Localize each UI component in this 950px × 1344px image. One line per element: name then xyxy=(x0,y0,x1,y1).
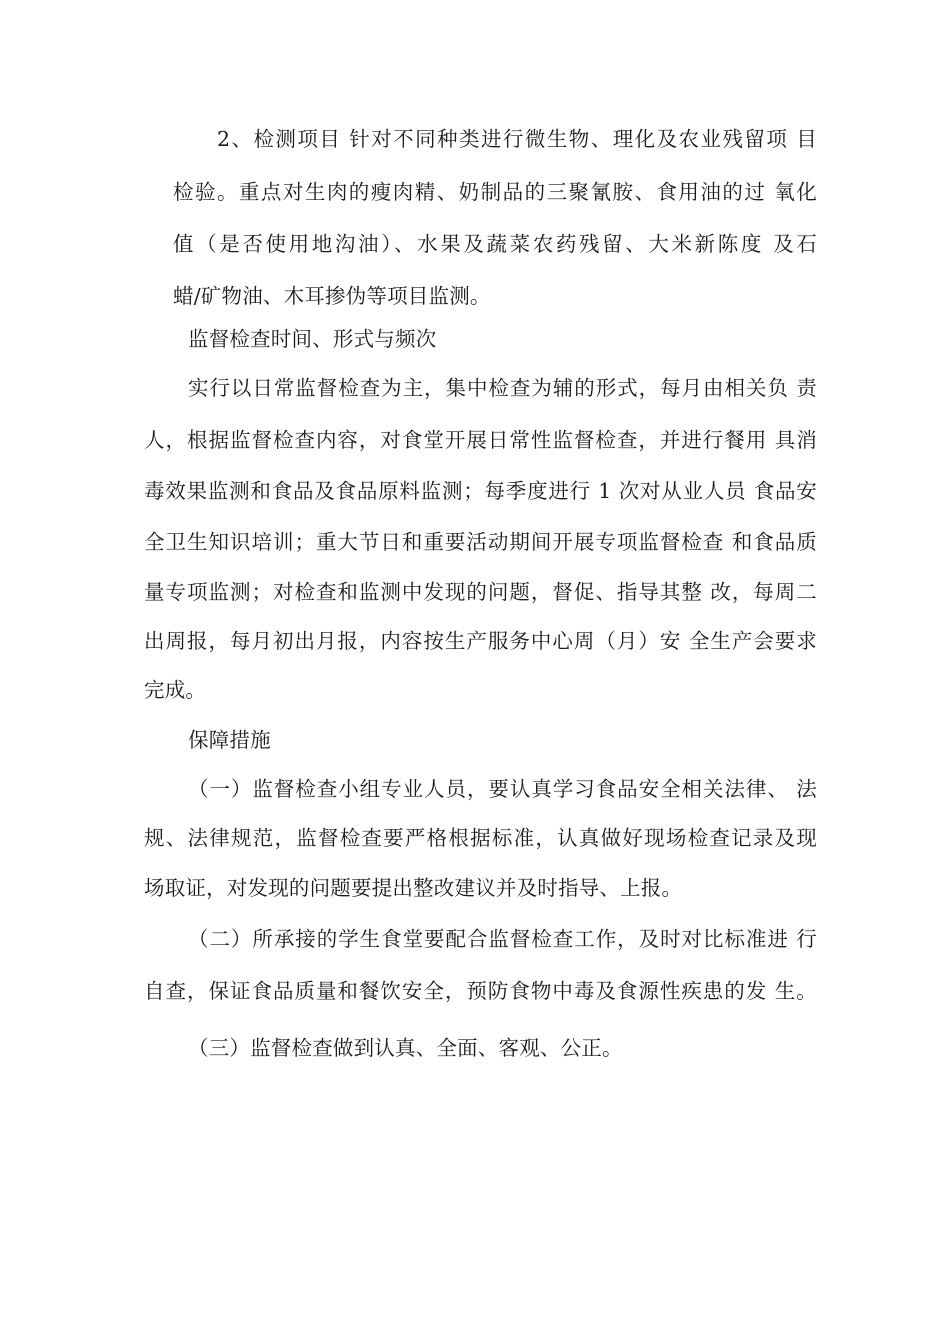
text-line: （一）监督检查小组专业人员，要认真学习食品安全相关法律、 法 xyxy=(188,777,817,801)
text-line: 量专项监测；对检查和监测中发现的问题，督促、指导其整 改，每周二 xyxy=(144,580,817,604)
text-line: 值（是否使用地沟油）、水果及蔬菜农药残留、大米新陈度 及石 xyxy=(173,232,817,256)
text-line: 全卫生知识培训；重大节日和重要活动期间开展专项监督检查 和食品质 xyxy=(144,530,817,554)
text-line: （三）监督检查做到认真、全面、客观、公正。 xyxy=(188,1036,623,1060)
text-line: 实行以日常监督检查为主，集中检查为辅的形式，每月由相关负 责 xyxy=(188,376,817,400)
section-heading: 监督检查时间、形式与频次 xyxy=(188,327,437,351)
text-line: 蜡/矿物油、木耳掺伪等项目监测。 xyxy=(173,284,491,308)
section-heading: 保障措施 xyxy=(188,728,271,752)
text-line: （二）所承接的学生食堂要配合监督检查工作，及时对比标准进 行 xyxy=(188,927,817,951)
text-line: 出周报，每月初出月报，内容按生产服务中心周（月）安 全生产会要求 xyxy=(144,629,817,653)
text-line: 2、检测项目 针对不同种类进行微生物、理化及农业残留项 目 xyxy=(217,127,817,151)
text-line: 人，根据监督检查内容，对食堂开展日常性监督检查，并进行餐用 具消 xyxy=(144,428,817,452)
text-line: 规、法律规范，监督检查要严格根据标准，认真做好现场检查记录及现 xyxy=(144,826,817,850)
text-line: 毒效果监测和食品及食品原料监测；每季度进行 1 次对从业人员 食品安 xyxy=(144,479,817,503)
text-line: 完成。 xyxy=(144,678,207,702)
text-line: 场取证，对发现的问题要提出整改建议并及时指导、上报。 xyxy=(144,876,683,900)
text-line: 检验。重点对生肉的瘦肉精、奶制品的三聚氰胺、食用油的过 氧化 xyxy=(173,180,817,204)
text-line: 自查，保证食品质量和餐饮安全，预防食物中毒及食源性疾患的发 生。 xyxy=(144,979,817,1003)
